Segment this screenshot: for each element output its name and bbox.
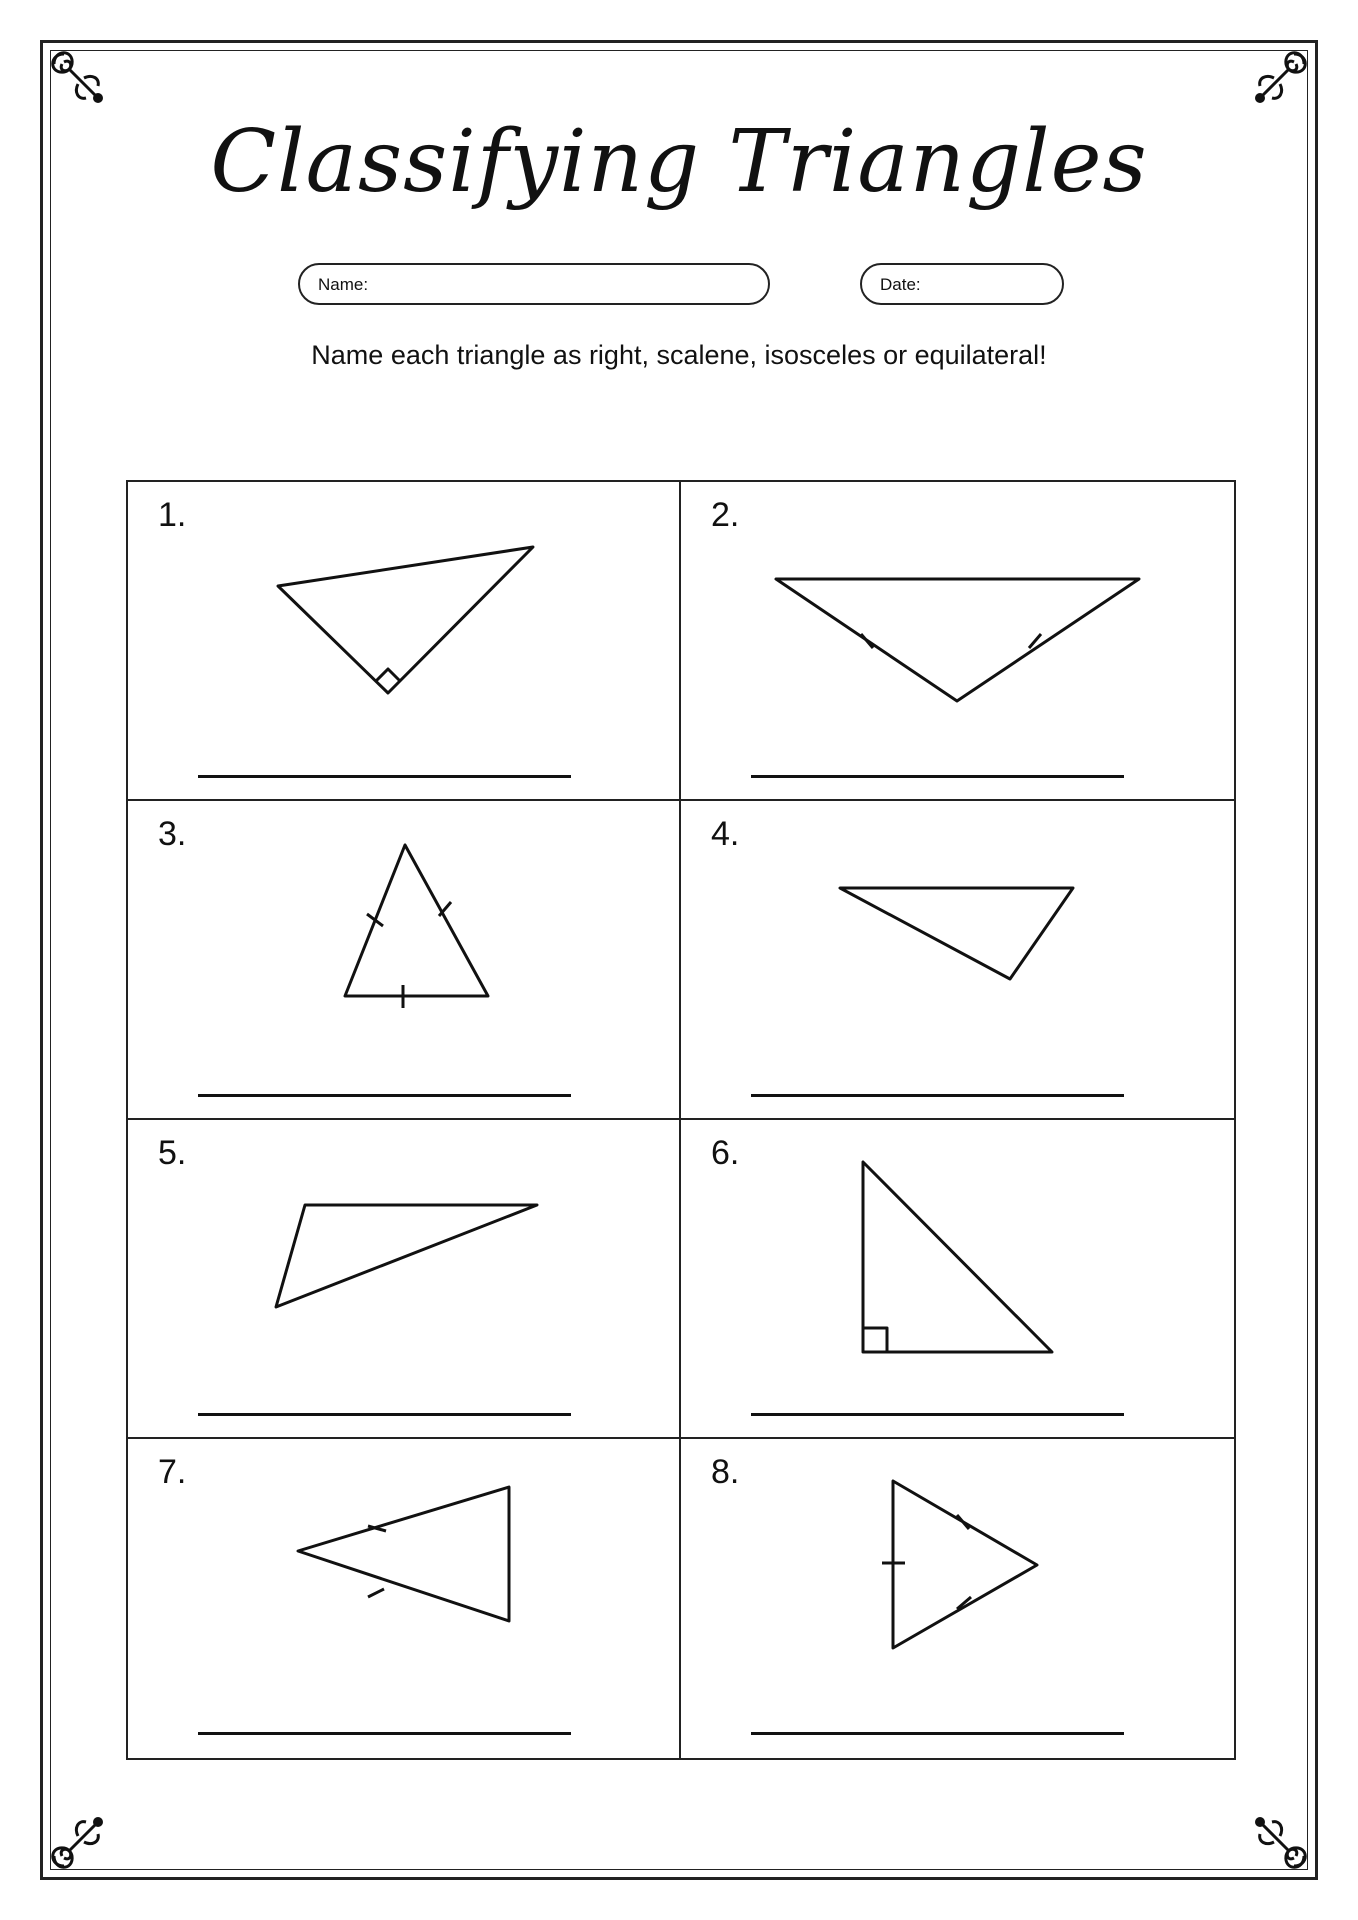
name-field[interactable] xyxy=(298,263,770,305)
problem-cell xyxy=(681,801,1234,1120)
problem-cell xyxy=(128,801,681,1120)
scalene-triangle-icon xyxy=(128,1120,682,1438)
problem-cell xyxy=(681,1439,1234,1758)
problem-number: 7. xyxy=(158,1453,187,1491)
answer-line[interactable] xyxy=(751,1732,1124,1735)
answer-line[interactable] xyxy=(198,1732,571,1735)
scalene-triangle-icon xyxy=(681,801,1235,1119)
problem-number: 6. xyxy=(711,1134,740,1172)
date-field[interactable] xyxy=(860,263,1064,305)
answer-line[interactable] xyxy=(198,1094,571,1097)
date-label: Date: xyxy=(880,275,921,294)
fleur-ornament-icon xyxy=(1244,44,1314,114)
fleur-ornament-icon xyxy=(44,44,114,114)
problem-cell xyxy=(128,482,681,801)
equilateral-triangle-icon xyxy=(681,1439,1235,1757)
instructions-text: Name each triangle as right, scalene, isosceles or equilateral! xyxy=(311,340,1047,370)
answer-line[interactable] xyxy=(751,1094,1124,1097)
name-label: Name: xyxy=(318,275,369,294)
problem-cell xyxy=(128,1120,681,1439)
fleur-ornament-icon xyxy=(1244,1806,1314,1876)
problem-number: 3. xyxy=(158,815,187,853)
fleur-ornament-icon xyxy=(44,1806,114,1876)
answer-line[interactable] xyxy=(198,775,571,778)
answer-line[interactable] xyxy=(198,1413,571,1416)
problem-number: 1. xyxy=(158,496,187,534)
problem-cell xyxy=(128,1439,681,1758)
equilateral-triangle-icon xyxy=(128,801,682,1119)
right-triangle-icon xyxy=(681,1120,1235,1438)
problem-number: 4. xyxy=(711,815,740,853)
right-triangle-icon xyxy=(128,482,682,800)
answer-line[interactable] xyxy=(751,775,1124,778)
isosceles-triangle-icon xyxy=(681,482,1235,800)
page-title: Classifying Triangles xyxy=(210,112,1148,212)
answer-line[interactable] xyxy=(751,1413,1124,1416)
problem-cell xyxy=(681,1120,1234,1439)
problem-cell xyxy=(681,482,1234,801)
problem-number: 5. xyxy=(158,1134,187,1172)
problem-number: 8. xyxy=(711,1453,740,1491)
isosceles-triangle-icon xyxy=(128,1439,682,1757)
problem-grid xyxy=(126,480,1236,1760)
problem-number: 2. xyxy=(711,496,740,534)
